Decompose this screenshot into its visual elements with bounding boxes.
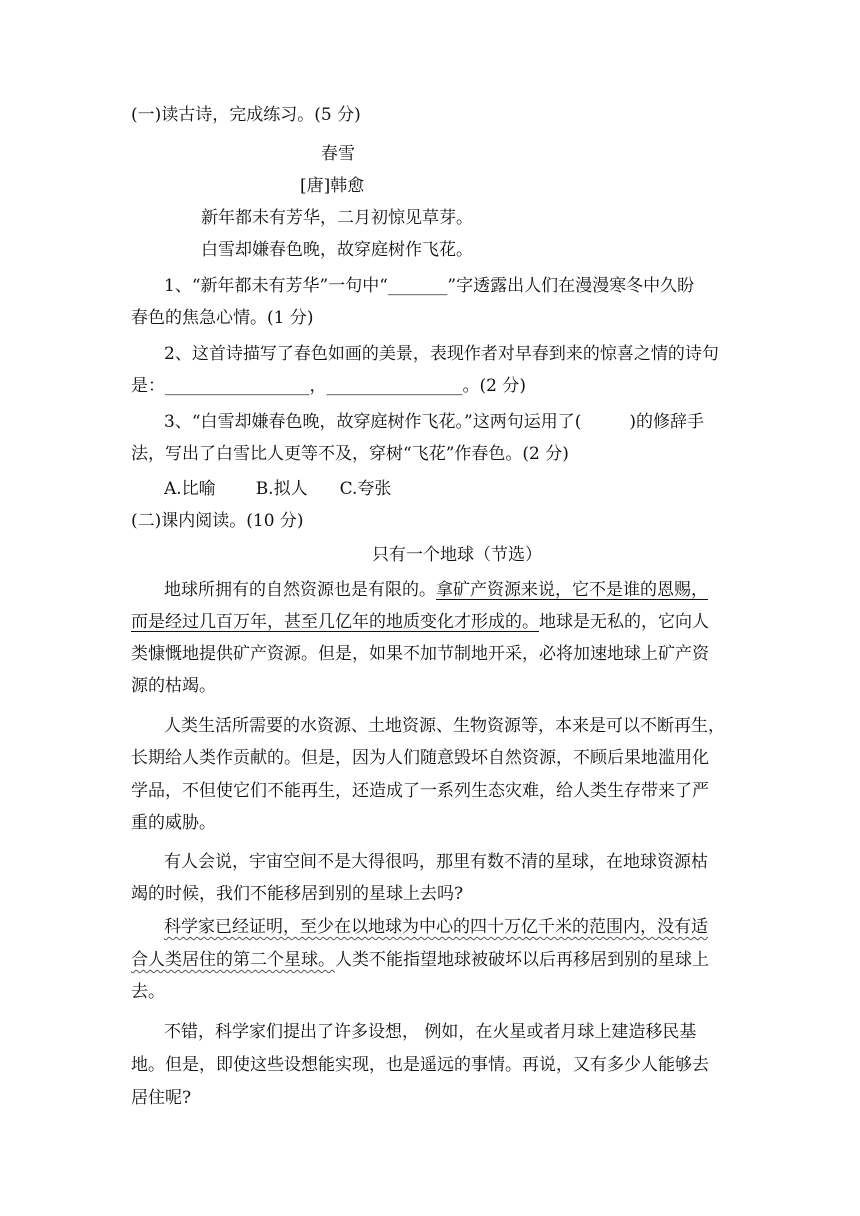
question-2: 2、这首诗描写了春色如画的美景，表现作者对早春到来的惊喜之情的诗句: [164, 344, 719, 364]
passage-title: 只有一个地球（节选）: [372, 545, 542, 565]
question-3-continued: 法，写出了白雪比人更等不及，穿树“飞花”作春色。(2 分): [131, 444, 569, 464]
p1-underlined-sentence: 拿矿产资源来说，它不是谁的恩赐，: [436, 580, 708, 600]
paragraph-1-line-1: [164, 578, 708, 602]
poem-verse-1: 新年都未有芳华，二月初惊见草芽。: [201, 208, 473, 228]
paragraph-4-line-2: [131, 948, 709, 972]
paragraph-1-line-3: 类慷慨地提供矿产资源。但是，如果不加节制地开采，必将加速地球上矿产资: [131, 644, 709, 664]
answer-options: [164, 477, 391, 501]
paragraph-2-line-3: 学品，不但使它们不能再生，还造成了一系列生态灾难，给人类生存带来了严: [131, 781, 709, 801]
question-3-text-b: )的修辞手: [629, 412, 704, 432]
question-3-text-a: 3、“白雪却嫌春色晚，故穿庭树作飞花。”这两句运用了(: [164, 412, 582, 432]
poem-author: [唐]韩愈: [300, 176, 365, 196]
section1-heading: (一)读古诗，完成练习。(5 分): [131, 105, 361, 125]
question-1-blank[interactable]: _______: [387, 276, 448, 296]
paragraph-2-line-4: 重的威胁。: [131, 813, 216, 833]
paragraph-4-line-3: 去。: [131, 982, 165, 1002]
section2-heading: (二)课内阅读。(10 分): [131, 511, 304, 531]
paragraph-5-line-2: 地。但是，即使这些设想能实现，也是遥远的事情。再说，又有多少人能够去: [131, 1055, 709, 1075]
question-1: [164, 274, 694, 298]
option-c[interactable]: C.夸张: [339, 479, 392, 499]
question-3: [164, 410, 704, 434]
p4-text: 人类不能指望地球被破坏以后再移居到别的星球上: [335, 950, 709, 970]
paragraph-5-line-3: 居住呢?: [131, 1088, 192, 1108]
question-2-answer-blanks[interactable]: 是：_________________，________________。(2 分): [131, 376, 526, 396]
paragraph-3-line-2: 竭的时候，我们不能移居到别的星球上去吗?: [131, 884, 464, 904]
p1-text-cont: 地球是无私的，它向人: [539, 612, 709, 632]
paragraph-1-line-2: [131, 610, 709, 634]
paragraph-3-line-1: 有人会说，宇宙空间不是大得很吗，那里有数不清的星球，在地球资源枯: [164, 852, 708, 872]
p1-underlined-sentence-cont: 而是经过几百万年，甚至几亿年的地质变化才形成的。: [131, 612, 539, 632]
paragraph-5-line-1: 不错，科学家们提出了许多设想， 例如，在火星或者月球上建造移民基: [164, 1022, 697, 1042]
paragraph-2-line-1: 人类生活所需要的水资源、土地资源、生物资源等，本来是可以不断再生，: [164, 716, 725, 736]
option-a[interactable]: A.比喻: [164, 479, 216, 499]
question-1-text-a: 1、“新年都未有芳华”一句中“: [164, 276, 388, 296]
question-1-continued: 春色的焦急心情。(1 分): [131, 308, 314, 328]
paragraph-4-line-1: 科学家已经证明，至少在以地球为中心的四十万亿千米的范围内，没有适: [164, 917, 708, 937]
p4-wavy-underlined: 合人类居住的第二个星球。: [131, 950, 335, 970]
poem-title: 春雪: [321, 144, 355, 164]
poem-verse-2: 白雪却嫌春色晚，故穿庭树作飞花。: [201, 240, 473, 260]
p1-text: 地球所拥有的自然资源也是有限的。: [164, 580, 436, 600]
option-b[interactable]: B.拟人: [255, 479, 308, 499]
paragraph-2-line-2: 长期给人类作贡献的。但是，因为人们随意毁坏自然资源，不顾后果地滥用化: [131, 748, 709, 768]
paragraph-1-line-4: 源的枯竭。: [131, 676, 216, 696]
question-1-text-b: ”字透露出人们在漫漫寒冬中久盼: [447, 276, 695, 296]
